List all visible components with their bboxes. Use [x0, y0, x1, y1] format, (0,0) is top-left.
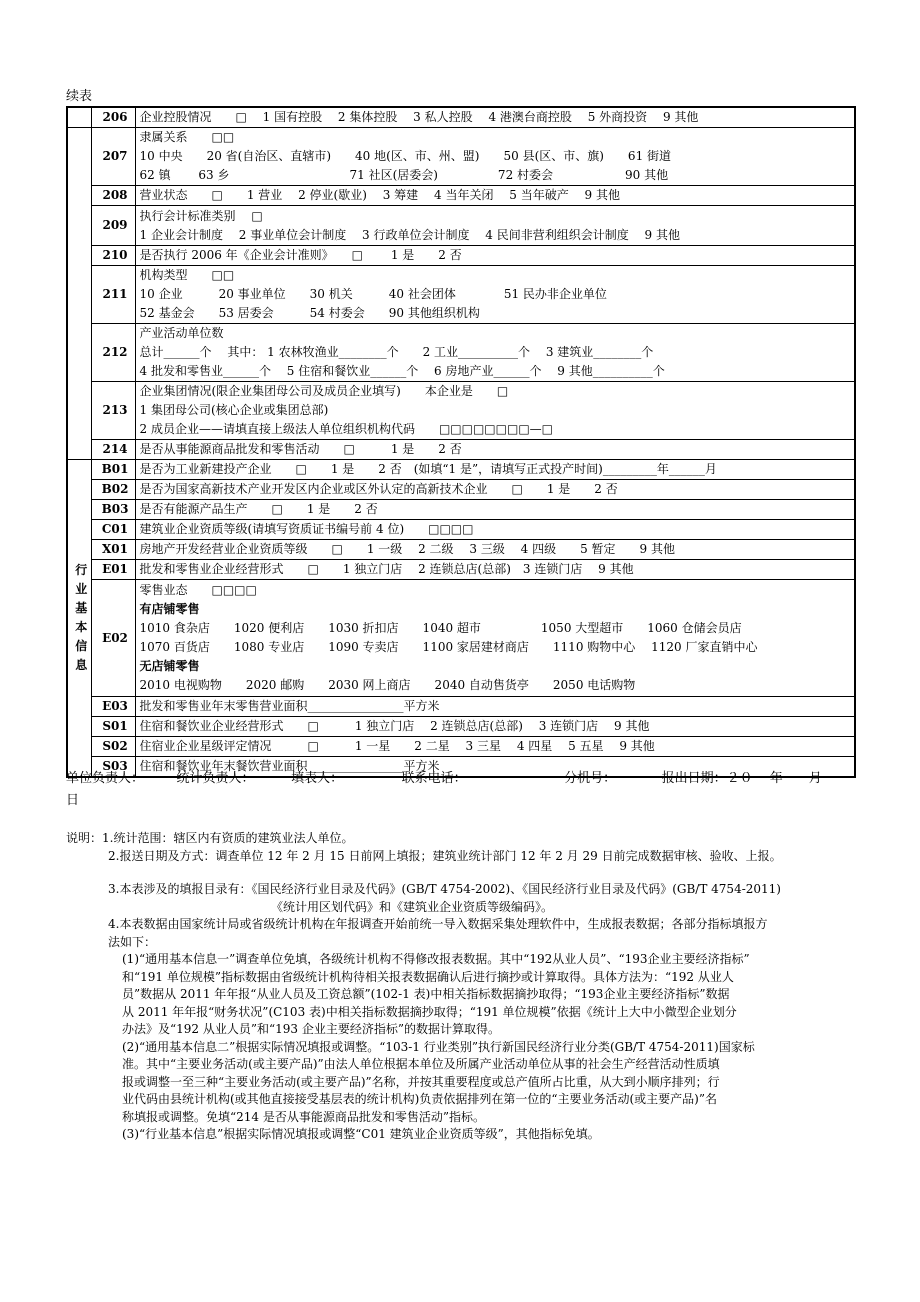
instructions	[66, 830, 866, 1144]
row-line: 零售业态 □□□□	[139, 583, 257, 597]
row-code: 208	[91, 186, 135, 206]
note-line: 《统计用区划代码》和《建筑业企业资质等级编码》。	[271, 899, 554, 914]
table-row	[67, 107, 855, 128]
note-line: (3)“行业基本信息”根据实际情况填报或调整“C01 建筑业企业资质等级”，其他指标免填。	[122, 1127, 600, 1141]
table-row	[67, 500, 855, 520]
row-code: B03	[91, 500, 135, 520]
row-code: 210	[91, 246, 135, 266]
table-row	[67, 128, 855, 186]
table-row	[67, 697, 855, 717]
row-line: 批发和零售业企业经营形式 □ 1 独立门店 2 连锁总店(总部) 3 连锁门店 9 其他	[139, 562, 634, 576]
section-label-top	[67, 107, 91, 128]
row-line: 住宿和餐饮业企业经营形式 □ 1 独立门店 2 连锁总店(总部) 3 连锁门店 9 其他	[139, 719, 650, 733]
row-code: 207	[91, 128, 135, 186]
note-line: 3.本表涉及的填报目录有：《国民经济行业目录及代码》(GB/T 4754-2002)、《国民经济行业目录及代码》(GB/T 4754-2011)	[108, 882, 781, 896]
row-line: 机构类型 □□	[139, 268, 235, 282]
row-content	[135, 520, 855, 540]
row-content	[135, 440, 855, 460]
table-row	[67, 737, 855, 757]
note-line: 准。其中“主要业务活动(或主要产品)”由法人单位根据本单位及所属产业活动单位从事的社会生产经营活动性质填	[122, 1057, 720, 1071]
row-line: 是否从事能源商品批发和零售活动 □ 1 是 2 否	[139, 442, 462, 456]
table-row	[67, 560, 855, 580]
row-line: 是否有能源产品生产 □ 1 是 2 否	[139, 502, 378, 516]
row-line: 无店铺零售	[139, 659, 200, 673]
row-content	[135, 540, 855, 560]
row-line: 52 基金会 53 居委会 54 村委会 90 其他组织机构	[139, 306, 480, 320]
row-line: 隶属关系 □□	[139, 130, 235, 144]
row-code: E02	[91, 580, 135, 697]
table-row	[67, 717, 855, 737]
row-line: 总计______个 其中： 1 农林牧渔业________个 2 工业__________个 3 建筑业________个	[139, 345, 654, 359]
row-content	[135, 580, 855, 697]
table-row	[67, 580, 855, 697]
row-content	[135, 382, 855, 440]
row-line: 10 中央 20 省(自治区、直辖市) 40 地(区、市、州、盟) 50 县(区、市、旗) 61 街道	[139, 149, 672, 163]
row-content	[135, 480, 855, 500]
signature-block	[66, 768, 856, 812]
row-line: 1 企业会计制度 2 事业单位会计制度 3 行政单位会计制度 4 民间非营利组织会计制度 9 其他	[139, 227, 681, 242]
signature-line-date-suffix: 日	[66, 793, 80, 808]
table-row	[67, 266, 855, 324]
row-content	[135, 206, 855, 246]
note-line: 报或调整一至三种“主要业务活动(或主要产品)”名称，并按其重要程度或总产值所占比重，从大到小顺序排列；行	[122, 1074, 720, 1089]
row-line: 批发和零售业年末零售营业面积________________平方米	[139, 699, 440, 713]
row-line: 1 集团母公司(核心企业或集团总部)	[139, 403, 329, 417]
row-line: 4 批发和零售业______个 5 住宿和餐饮业______个 6 房地产业______个 9 其他__________个	[139, 364, 665, 378]
row-line: 62 镇 63 乡 71 社区(居委会) 72 村委会 90 其他	[139, 168, 669, 182]
note-line: 4.本表数据由国家统计局或省级统计机构在年报调查开始前统一导入数据采集处理软件中，生成报表数据；各部分指标填报方	[108, 917, 768, 931]
row-content	[135, 560, 855, 580]
row-code: B01	[91, 460, 135, 480]
row-code: X01	[91, 540, 135, 560]
row-content	[135, 246, 855, 266]
signature-line: 单位负责人： 统计负责人： 填表人： 联系电话： 分机号： 报出日期：２０ 年 月	[66, 771, 822, 786]
table-row	[67, 324, 855, 382]
note-line: (1)“通用基本信息一”调查单位免填，各级统计机构不得修改报表数据。其中“192从业人员”、“193企业主要经济指标”	[122, 952, 750, 966]
section-label-general	[67, 128, 91, 460]
row-code: S01	[91, 717, 135, 737]
note-line: 和“191 单位规模”指标数据由省级统计机构待相关报表数据确认后进行摘抄或计算取得。具体方法为：“192 从业人	[122, 969, 734, 984]
note-line: (2)“通用基本信息二”根据实际情况填报或调整。“103-1 行业类别”执行新国民经济行业分类(GB/T 4754-2011)国家标	[122, 1039, 755, 1054]
table-row	[67, 206, 855, 246]
row-code: 209	[91, 206, 135, 246]
continued-label: 续表	[66, 89, 93, 104]
row-code: C01	[91, 520, 135, 540]
section-label-industry: 行 业 基 本 信 息	[67, 460, 91, 778]
row-content	[135, 737, 855, 757]
table-row	[67, 186, 855, 206]
row-content	[135, 717, 855, 737]
row-content	[135, 324, 855, 382]
row-line: 是否为工业新建投产企业 □ 1 是 2 否 (如填“1 是”，请填写正式投产时间)_________年______月	[139, 462, 717, 476]
row-content	[135, 500, 855, 520]
row-line: 1070 百货店 1080 专业店 1090 专卖店 1100 家居建材商店 1110 购物中心 1120 厂家直销中心	[139, 640, 758, 654]
row-line: 企业控股情况 □ 1 国有控股 2 集体控股 3 私人控股 4 港澳台商控股 5 外商投资 9 其他	[139, 110, 699, 124]
table-row	[67, 440, 855, 460]
note-line: 办法》及“192 从业人员”和“193 企业主要经济指标”的数据计算取得。	[122, 1022, 500, 1036]
table-row	[67, 460, 855, 480]
row-content	[135, 128, 855, 186]
row-code: 214	[91, 440, 135, 460]
form-wrapper	[66, 88, 856, 778]
table-row	[67, 382, 855, 440]
row-content	[135, 186, 855, 206]
row-line: 房地产开发经营业企业资质等级 □ 1 一级 2 二级 3 三级 4 四级 5 暂定 9 其他	[139, 542, 675, 556]
row-line: 住宿和餐饮业年末餐饮营业面积________________平方米	[139, 759, 440, 773]
row-line: 住宿业企业星级评定情况 □ 1 一星 2 二星 3 三星 4 四星 5 五星 9 其他	[139, 739, 655, 753]
table-row	[67, 540, 855, 560]
row-line: 执行会计标准类别 □	[139, 208, 263, 223]
row-line: 营业状态 □ 1 营业 2 停业(歇业) 3 筹建 4 当年关闭 5 当年破产 9 其他	[139, 188, 620, 202]
row-code: S03	[91, 757, 135, 778]
row-code: 211	[91, 266, 135, 324]
row-line: 10 企业 20 事业单位 30 机关 40 社会团体 51 民办非企业单位	[139, 287, 607, 301]
note-line: 称填报或调整。免填“214 是否从事能源商品批发和零售活动”指标。	[122, 1109, 485, 1124]
row-content	[135, 460, 855, 480]
row-code: 206	[91, 107, 135, 128]
row-line: 建筑业企业资质等级(请填写资质证书编号前 4 位) □□□□	[139, 522, 474, 536]
table-row	[67, 246, 855, 266]
row-code: S02	[91, 737, 135, 757]
row-line: 2 成员企业——请填直接上级法人单位组织机构代码 □□□□□□□□—□	[139, 422, 553, 436]
row-line: 1010 食杂店 1020 便利店 1030 折扣店 1040 超市 1050 大型超市 1060 仓储会员店	[139, 621, 742, 635]
note-line: 从 2011 年年报“财务状况”(C103 表)中相关指标数据摘抄取得；“191 单位规模”依据《统计上大中小微型企业划分	[122, 1004, 737, 1019]
row-content	[135, 697, 855, 717]
row-line: 产业活动单位数	[139, 326, 224, 340]
row-code: 213	[91, 382, 135, 440]
form-table	[66, 106, 856, 778]
note-line: 法如下：	[108, 934, 157, 949]
note-line: 业代码由县统计机构(或其他直接接受基层表的统计机构)负责依据排列在第一位的“主要业务活动(或主要产品)”名	[122, 1092, 718, 1106]
row-line: 2010 电视购物 2020 邮购 2030 网上商店 2040 自动售货亭 2050 电话购物	[139, 678, 636, 692]
note-line: 2.报送日期及方式：调查单位 12 年 2 月 15 日前网上填报；建筑业统计部门 12 年 2 月 29 日前完成数据审核、验收、上报。	[108, 848, 782, 863]
row-line: 企业集团情况(限企业集团母公司及成员企业填写) 本企业是 □	[139, 384, 509, 398]
row-code: B02	[91, 480, 135, 500]
row-content	[135, 266, 855, 324]
row-code: 212	[91, 324, 135, 382]
row-line: 是否执行 2006 年《企业会计准则》 □ 1 是 2 否	[139, 248, 462, 262]
row-content	[135, 107, 855, 128]
row-code: E03	[91, 697, 135, 717]
note-line: 员”数据从 2011 年年报“从业人员及工资总额”(102-1 表)中相关指标数据摘抄取得；“193企业主要经济指标”数据	[122, 987, 730, 1001]
row-line: 是否为国家高新技术产业开发区内企业或区外认定的高新技术企业 □ 1 是 2 否	[139, 482, 618, 496]
row-line: 有店铺零售	[139, 602, 200, 616]
table-row	[67, 520, 855, 540]
table-row	[67, 480, 855, 500]
note-line: 说明：1.统计范围：辖区内有资质的建筑业法人单位。	[66, 831, 354, 845]
row-code: E01	[91, 560, 135, 580]
